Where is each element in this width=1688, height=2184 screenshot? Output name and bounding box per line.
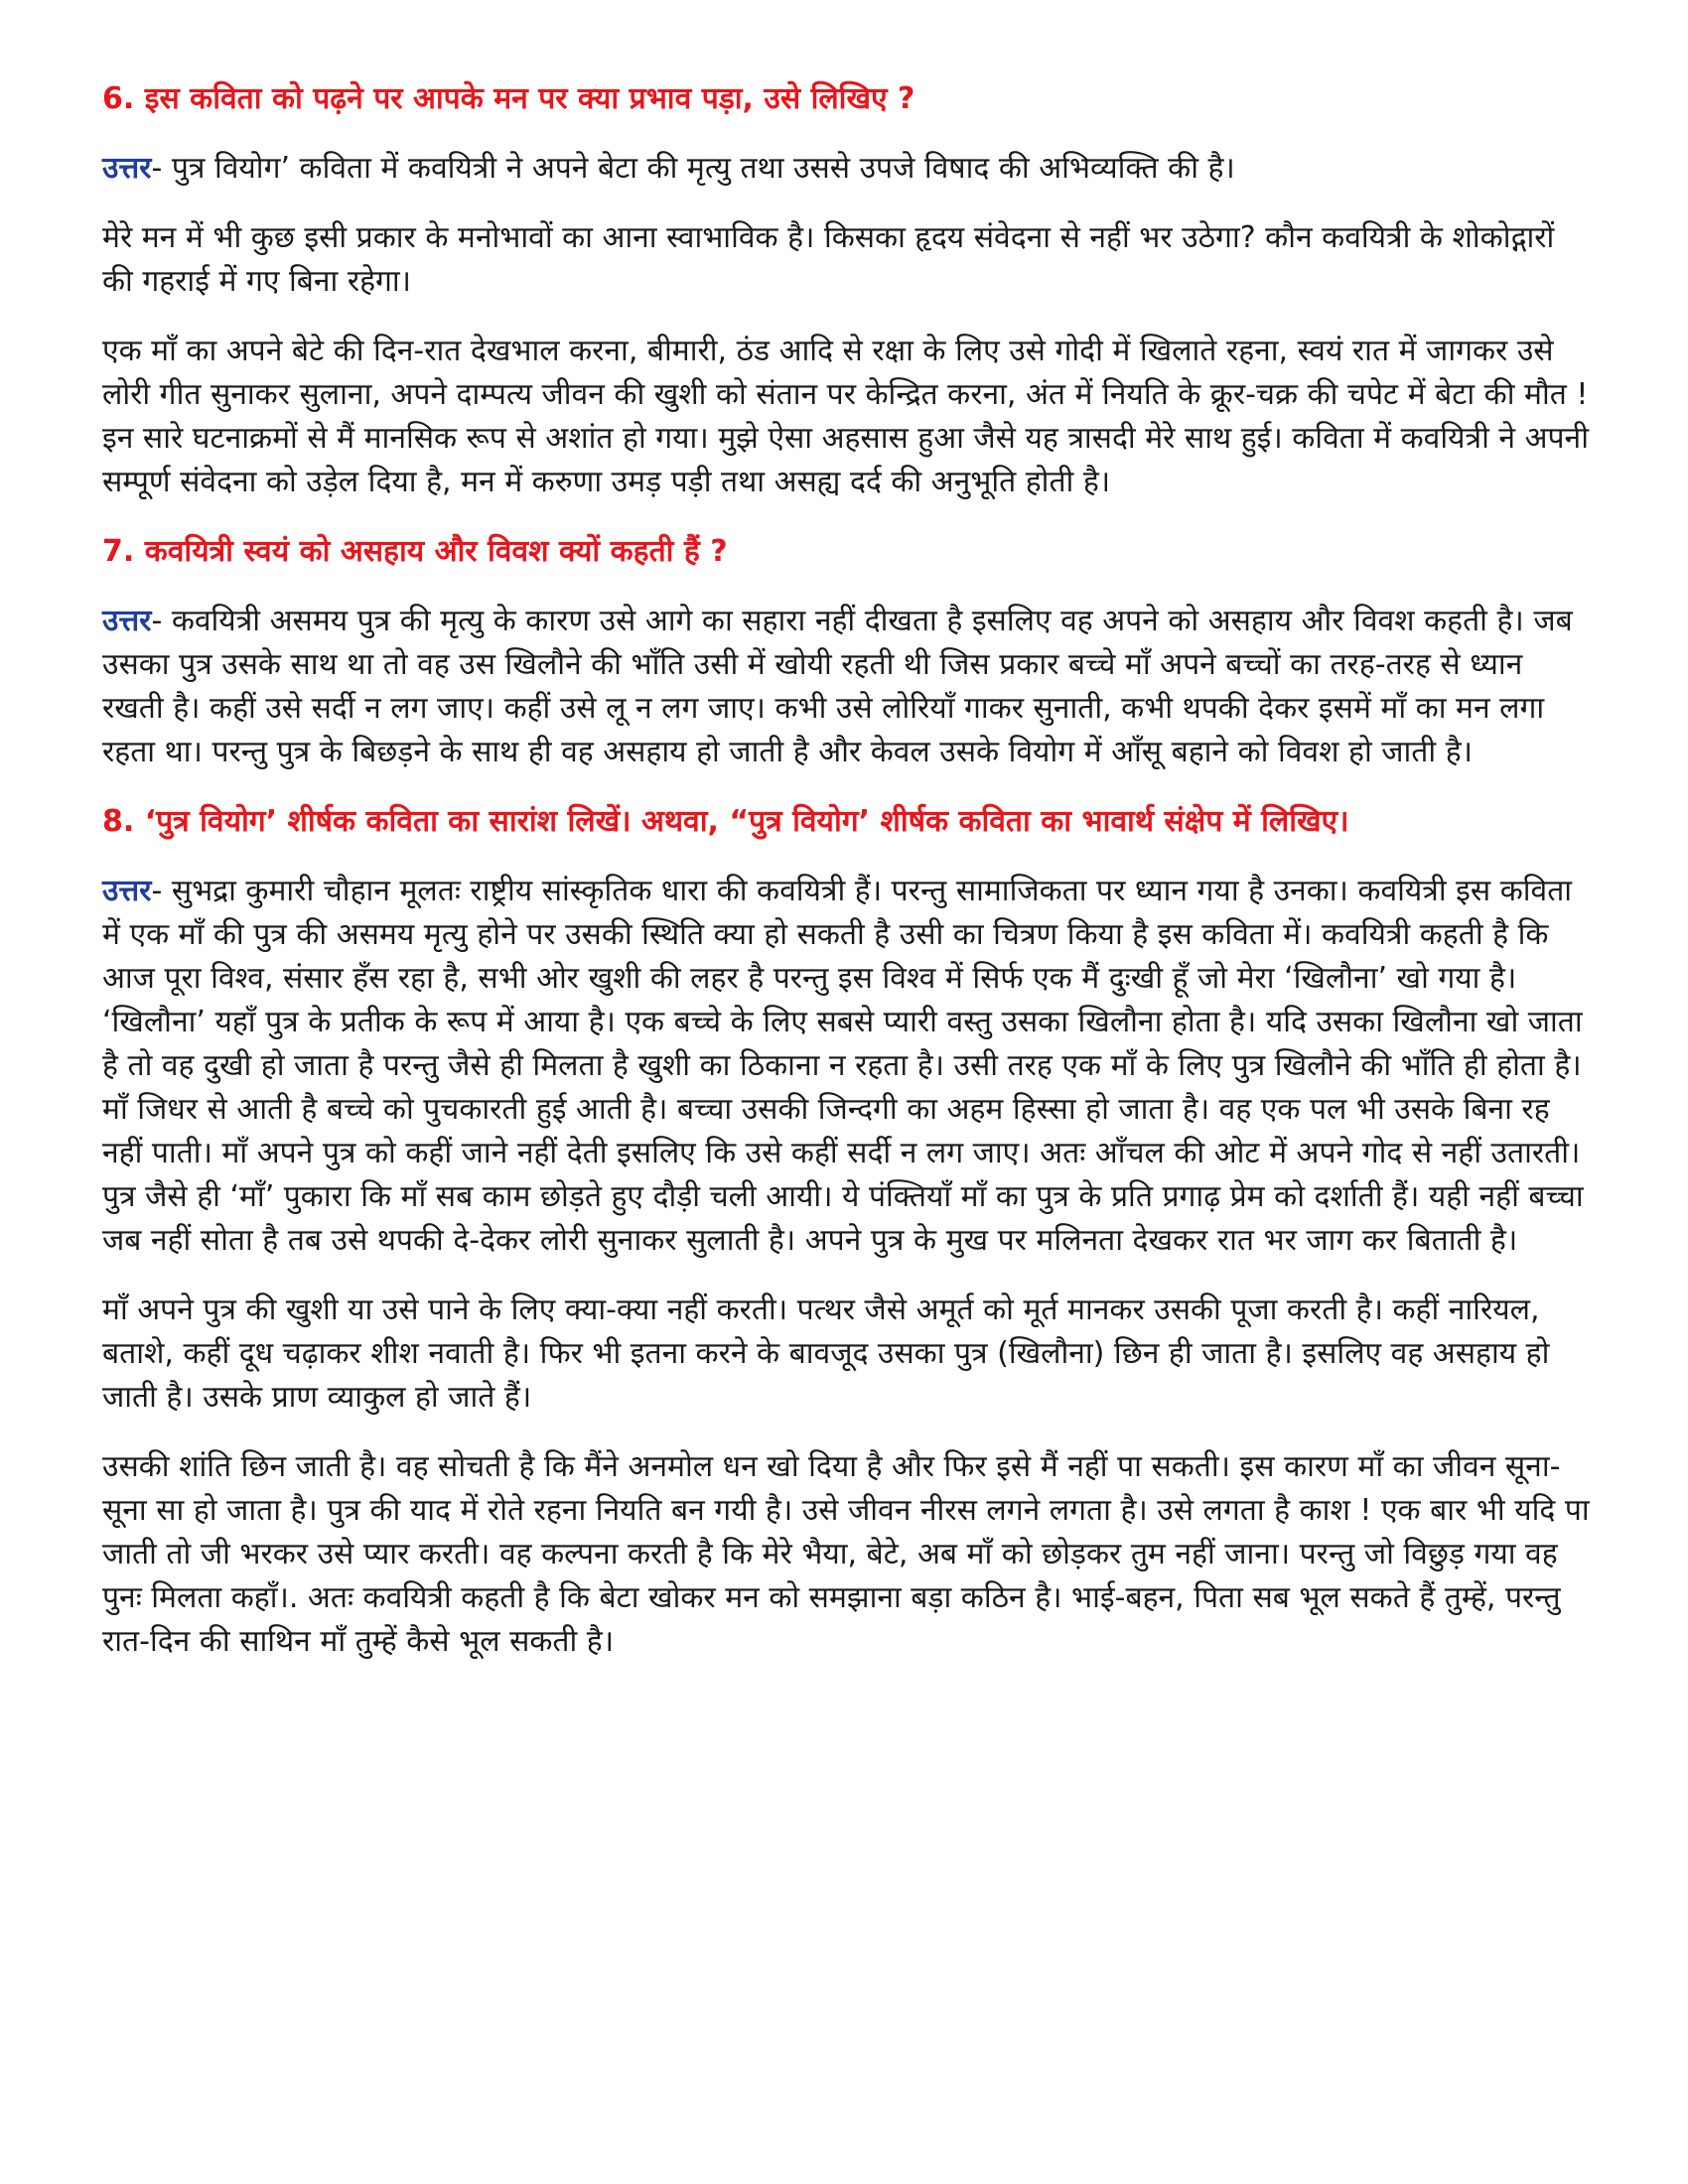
question-7-heading: 7. कवयित्री स्वयं को असहाय और विवश क्यों कहती हैं ? — [102, 534, 728, 569]
answer-7-paragraph — [102, 600, 1592, 774]
answer-6-paragraph-3: एक माँ का अपने बेटे की दिन-रात देखभाल करना, बीमारी, ठंड आदि से रक्षा के लिए उसे गोदी में खिलाते रहना, स्वयं रात में जागकर उसे लोरी गीत सुनाकर सुलाना, अपने दाम्पत्य जीवन की खुशी को संतान पर केन्द्रित करना, अंत में नियति के क्रूर-चक्र की चपेट में बेटा की मौत ! इन सारे घटनाक्रमों से मैं मानसिक रूप से अशांत हो गया। मुझे ऐसा अहसास हुआ जैसे यह त्रासदी मेरे साथ हुई। कविता में कवयित्री ने अपनी सम्पूर्ण संवेदना को उड़ेल दिया है, मन में करुणा उमड़ पड़ी तथा असह्य दर्द की अनुभूति होती है। — [102, 334, 1589, 499]
question-8-heading: 8. ‘पुत्र वियोग’ शीर्षक कविता का सारांश लिखें। अथवा, “पुत्र वियोग’ शीर्षक कविता का भावार्थ संक्षेप में लिखिए। — [102, 804, 1349, 839]
answer-6-label: उत्तर — [102, 151, 152, 186]
answer-8-paragraph-3: उसकी शांति छिन जाती है। वह सोचती है कि मैंने अनमोल धन खो दिया है और फिर इसे मैं नहीं पा सकती। इस कारण माँ का जीवन सूना-सूना सा हो जाता है। पुत्र की याद में रोते रहना नियति बन गयी है। उसे जीवन नीरस लगने लगता है। उसे लगता है काश ! एक बार भी यदि पा जाती तो जी भरकर उसे प्यार करती। वह कल्पना करती है कि मेरे भैया, बेटे, अब माँ को छोड़कर तुम नहीं जाना। परन्तु जो विछुड़ गया वह पुनः मिलता कहाँ।. अतः कवयित्री कहती है कि बेटा खोकर मन को समझाना बड़ा कठिन है। भाई-बहन, पिता सब भूल सकते हैं तुम्हें, परन्तु रात-दिन की साथिन माँ तुम्हें कैसे भूल सकती है। — [102, 1449, 1590, 1659]
question-7-section — [102, 530, 1592, 774]
answer-8-paragraph-2: माँ अपने पुत्र की खुशी या उसे पाने के लिए क्या-क्या नहीं करती। पत्थर जैसे अमूर्त को मूर्त मानकर उसकी पूजा करती है। कहीं नारियल, बताशे, कहीं दूध चढ़ाकर शीश नवाती है। फिर भी इतना करने के बावजूद उसका पुत्र (खिलौना) छिन ही जाता है। इसलिए वह असहाय हो जाती है। उसके प्राण व्याकुल हो जाते हैं। — [102, 1293, 1550, 1415]
answer-8-label: उत्तर — [102, 874, 152, 908]
answer-7-text: - कवयित्री असमय पुत्र की मृत्यु के कारण उसे आगे का सहारा नहीं दीखता है इसलिए वह अपने को असहाय और विवश कहती है। जब उसका पुत्र उसके साथ था तो वह उस खिलौने की भाँति उसी में खोयी रहती थी जिस प्रकार बच्चे माँ अपने बच्चों का तरह-तरह से ध्यान रखती है। कहीं उसे सर्दी न लग जाए। कहीं उसे लू न लग जाए। कभी उसे लोरियाँ गाकर सुनाती, कभी थपकी देकर इसमें माँ का मन लगा रहता था। परन्तु पुत्र के बिछड़ने के साथ ही वह असहाय हो जाती है और केवल उसके वियोग में आँसू बहाने को विवश हो जाती है। — [102, 604, 1573, 769]
answer-6-text: - पुत्र वियोग’ कविता में कवयित्री ने अपने बेटा की मृत्यु तथा उससे उपजे विषाद की अभिव्यक्ति की है। — [151, 151, 1235, 186]
answer-6-first-paragraph — [102, 147, 1592, 191]
answer-7-label: उत्तर — [102, 604, 152, 638]
question-6-section — [102, 77, 1592, 504]
answer-8-first-paragraph — [102, 870, 1592, 1263]
answer-8-text: - सुभद्रा कुमारी चौहान मूलतः राष्ट्रीय सांस्कृतिक धारा की कवयित्री हैं। परन्तु सामाजिकता पर ध्यान गया है उनका। कवयित्री इस कविता में एक माँ की पुत्र की असमय मृत्यु होने पर उसकी स्थिति क्या हो सकती है उसी का चित्रण किया है इस कविता में। कवयित्री कहती है कि आज पूरा विश्व, संसार हँस रहा है, सभी ओर खुशी की लहर है परन्तु इस विश्व में सिर्फ एक मैं दुःखी हूँ जो मेरा ‘खिलौना’ खो गया है। ‘खिलौना’ यहाँ पुत्र के प्रतीक के रूप में आया है। एक बच्चे के लिए सबसे प्यारी वस्तु उसका खिलौना होता है। यदि उसका खिलौना खो जाता है तो वह दुखी हो जाता है परन्तु जैसे ही मिलता है खुशी का ठिकाना न रहता है। उसी तरह एक माँ के लिए पुत्र खिलौने की भाँति ही होता है। माँ जिधर से आती है बच्चे को पुचकारती हुई आती है। बच्चा उसकी जिन्दगी का अहम हिस्सा हो जाता है। वह एक पल भी उसके बिना रह नहीं पाती। माँ अपने पुत्र को कहीं जाने नहीं देती इसलिए कि उसे कहीं सर्दी न लग जाए। अतः आँचल की ओट में अपने गोद से नहीं उतारती। पुत्र जैसे ही ‘माँ’ पुकारा कि माँ सब काम छोड़ते हुए दौड़ी चली आयी। ये पंक्तियाँ माँ का पुत्र के प्रति प्रगाढ़ प्रेम को दर्शाती हैं। यही नहीं बच्चा जब नहीं सोता है तब उसे थपकी दे-देकर लोरी सुनाकर सुलाती है। अपने पुत्र के मुख पर मलिनता देखकर रात भर जाग कर बिताती है। — [102, 874, 1584, 1258]
answer-6-paragraph-2: मेरे मन में भी कुछ इसी प्रकार के मनोभावों का आना स्वाभाविक है। किसका हृदय संवेदना से नहीं भर उठेगा? कौन कवयित्री के शोकोद्गारों की गहराई में गए बिना रहेगा। — [102, 220, 1555, 299]
question-6-heading: 6. इस कविता को पढ़ने पर आपके मन पर क्या प्रभाव पड़ा, उसे लिखिए ? — [102, 81, 915, 116]
document-page — [102, 77, 1592, 1690]
question-8-section — [102, 800, 1592, 1664]
